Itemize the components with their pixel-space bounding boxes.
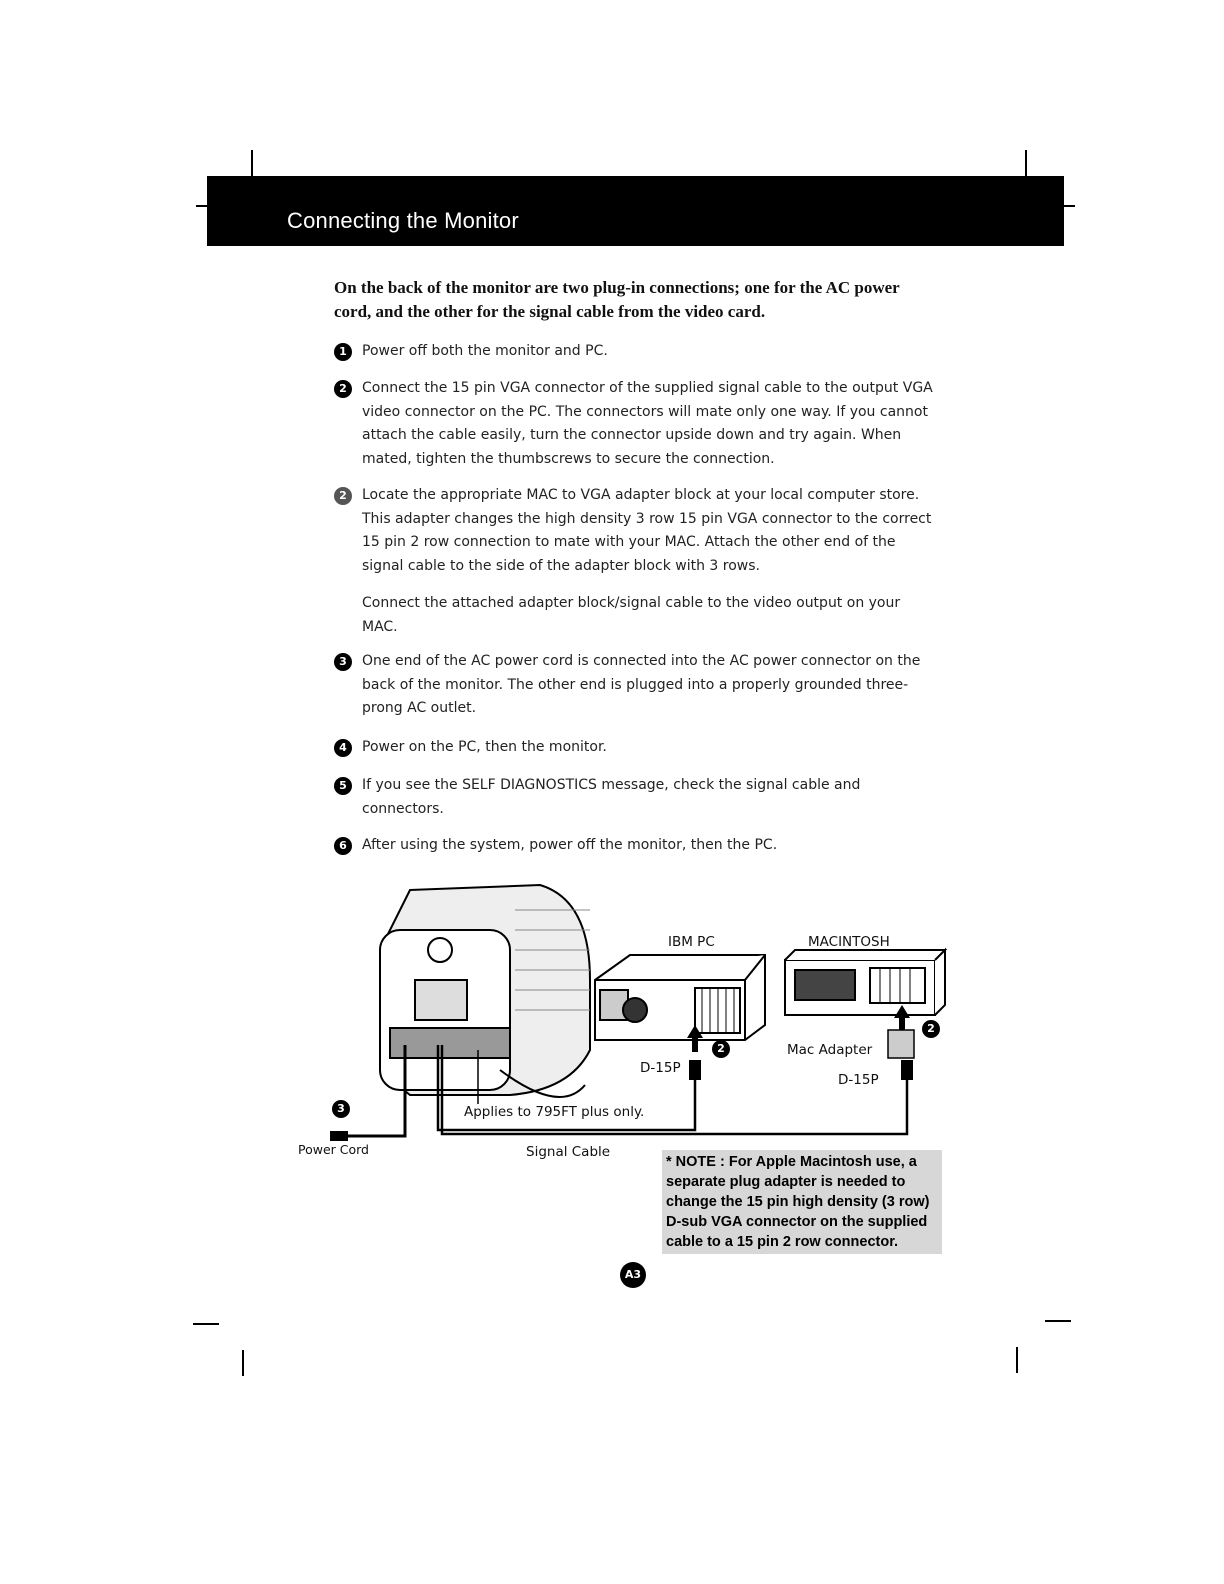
mac-adapter-label: Mac Adapter xyxy=(787,1042,873,1058)
power-plug xyxy=(330,1131,348,1141)
macintosh-note: * NOTE : For Apple Macintosh use, a separate plug adapter is needed to change the 15 pin high density (3 row) D-sub VGA connector on the supplied cable to a 15 pin 2 row connector. xyxy=(662,1150,942,1254)
crop-mark xyxy=(251,150,253,176)
d15p-label-left: D-15P xyxy=(640,1060,681,1076)
step-number-badge: 2 xyxy=(334,380,352,398)
connection-diagram-drawing xyxy=(290,880,970,1180)
step-number-badge: 5 xyxy=(334,777,352,795)
page-number-badge: A3 xyxy=(620,1262,646,1288)
applies-note-label: Applies to 795FT plus only. xyxy=(460,1104,648,1120)
crop-mark xyxy=(242,1350,244,1376)
crop-mark xyxy=(196,205,207,207)
crop-mark xyxy=(1064,205,1075,207)
crop-mark xyxy=(193,1323,219,1325)
mac-sub-paragraph: Connect the attached adapter block/signal cable to the video output on your MAC. xyxy=(362,595,901,635)
page-title: Connecting the Monitor xyxy=(287,208,519,233)
step-number-badge: 1 xyxy=(334,343,352,361)
ibm-pc-illustration xyxy=(595,955,765,1040)
callout-badge: 2 xyxy=(922,1020,940,1038)
crop-mark xyxy=(1045,1320,1071,1322)
power-cord-label: Power Cord xyxy=(298,1142,369,1157)
macintosh-label: MACINTOSH xyxy=(808,934,890,950)
d15p-plug-right xyxy=(901,1060,913,1080)
signal-cable-label: Signal Cable xyxy=(526,1144,611,1160)
callout-badge: 3 xyxy=(332,1100,350,1118)
step-text: One end of the AC power cord is connected into the AC power connector on the back of the monitor. The other end is plugged into a properly grounded three-prong AC outlet. xyxy=(362,653,921,716)
ibm-pc-label: IBM PC xyxy=(668,934,715,950)
step-number-badge: 4 xyxy=(334,739,352,757)
crop-mark xyxy=(1025,150,1027,176)
step-number-badge: 6 xyxy=(334,837,352,855)
intro-paragraph: On the back of the monitor are two plug-in connections; one for the AC power cord, and the other for the signal cable from the video card. xyxy=(334,278,900,321)
crop-mark xyxy=(1016,1347,1018,1373)
step-number-badge: 2 xyxy=(334,487,352,505)
callout-badge: 2 xyxy=(712,1040,730,1058)
step-text: Power off both the monitor and PC. xyxy=(362,343,608,359)
step-number-badge: 3 xyxy=(334,653,352,671)
connection-diagram xyxy=(290,880,970,1180)
step-text: Power on the PC, then the monitor. xyxy=(362,739,607,755)
macintosh-illustration xyxy=(785,950,945,1015)
step-text: Connect the 15 pin VGA connector of the supplied signal cable to the output VGA video connector on the PC. The connectors will mate only one way. If you cannot attach the cable easily, turn the connector upside down and try again. When mated, tighten the thumbscrews to secure the connection. xyxy=(362,380,933,467)
step-text: If you see the SELF DIAGNOSTICS message, check the signal cable and connectors. xyxy=(362,777,861,817)
mac-adapter-block xyxy=(888,1030,914,1058)
step-text: Locate the appropriate MAC to VGA adapter block at your local computer store. This adapter changes the high density 3 row 15 pin VGA connector to the correct 15 pin 2 row connection to mate with your MAC. Attach the other end of the signal cable to the side of the adapter block with 3 rows. xyxy=(362,487,932,574)
d15p-label-right: D-15P xyxy=(838,1072,879,1088)
d15p-plug-left xyxy=(689,1060,701,1080)
step-text: After using the system, power off the monitor, then the PC. xyxy=(362,837,778,853)
header-bar xyxy=(207,176,1064,246)
monitor-illustration xyxy=(380,885,590,1097)
